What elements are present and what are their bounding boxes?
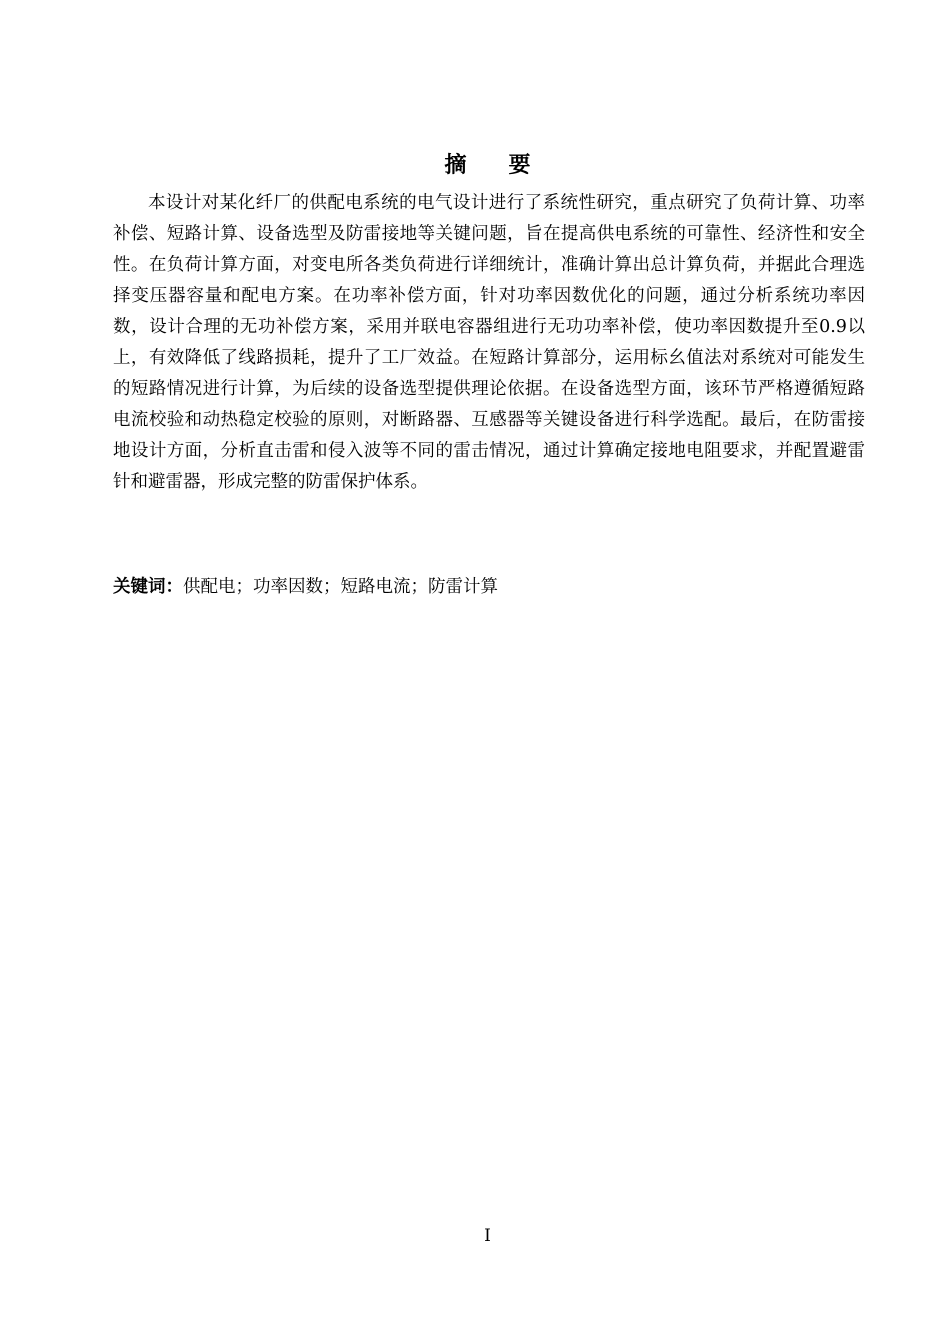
keywords-line [113, 572, 865, 603]
abstract-title [0, 148, 950, 184]
page-number: I [484, 1226, 491, 1246]
title-char-1: 摘 [444, 153, 467, 178]
abstract-body: 本设计对某化纤厂的供配电系统的电气设计进行了系统性研究，重点研究了负荷计算、功率补偿、短路计算、设备选型及防雷接地等关键问题，旨在提高供电系统的可靠性、经济性和安全性。在负荷计算方面，对变电所各类负荷进行详细统计，准确计算出总计算负荷，并据此合理选择变压器容量和配电方案。在功率补偿方面，针对功率因数优化的问题，通过分析系统功率因数，设计合理的无功补偿方案，采用并联电容器组进行无功功率补偿，使功率因数提升至0.9以上，有效降低了线路损耗，提升了工厂效益。在短路计算部分，运用标幺值法对系统对可能发生的短路情况进行计算，为后续的设备选型提供理论依据。在设备选型方面，该环节严格遵循短路电流校验和动热稳定校验的原则，对断路器、互感器等关键设备进行科学选配。最后，在防雷接地设计方面，分析直击雷和侵入波等不同的雷击情况，通过计算确定接地电阻要求，并配置避雷针和避雷器，形成完整的防雷保护体系。 [113, 193, 865, 492]
keywords-label: 关键词： [113, 577, 183, 597]
title-char-2: 要 [508, 153, 531, 178]
keywords-text: 供配电；功率因数；短路电流；防雷计算 [183, 577, 498, 597]
